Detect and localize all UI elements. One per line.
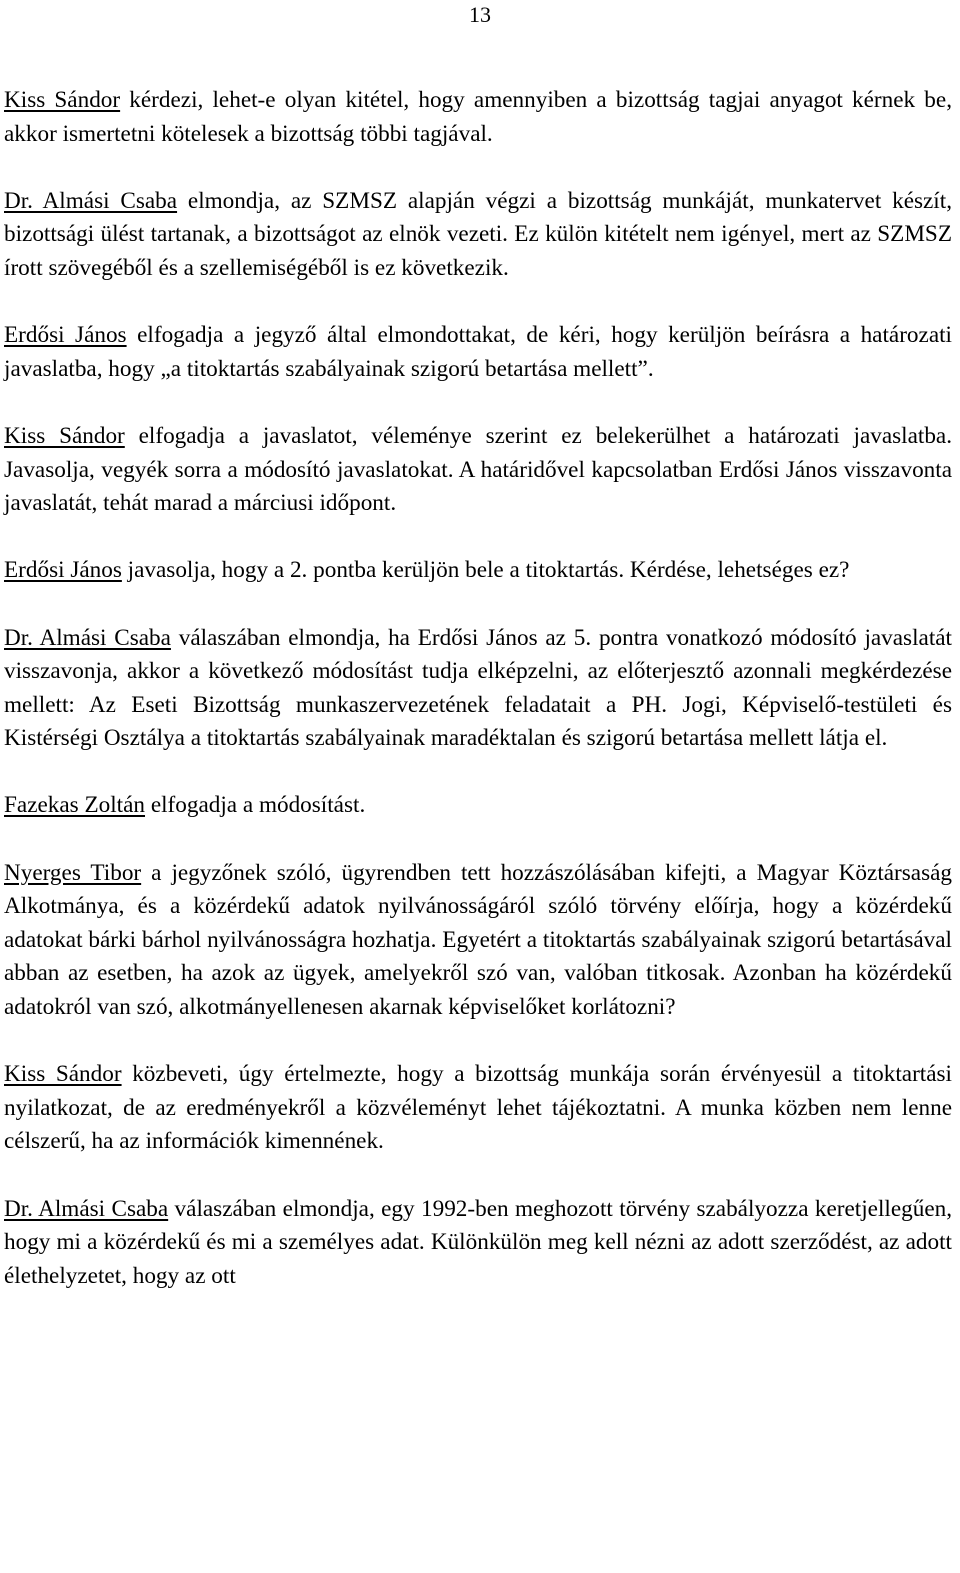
document-body <box>4 84 952 1327</box>
paragraph-text: válaszában elmondja, ha Erdősi János az 5. pontra vonatkozó módosító javaslatát visszavonja, akkor a következő módosítást tudja elképzelni, az előterjesztő azonnali megkérdezése mellett: Az Eseti Bizottság munkaszervezetének feladatait a PH. Jogi, Képviselő-testületi és Kistérségi Osztálya a titoktartás szabályainak maradéktalan és szigorú betartása mellett látja el. <box>4 624 952 752</box>
speaker-name: Dr. Almási Csaba <box>4 187 178 214</box>
paragraph-3 <box>4 319 952 386</box>
speaker-name: Erdősi János <box>4 322 127 349</box>
paragraph-text: válaszában elmondja, egy 1992-ben meghozott törvény szabályozza keretjellegűen, hogy mi a közérdekű és mi a személyes adat. Különkülön meg kell nézni az adott szerződést, az adott élethelyzetet, hogy az ott <box>4 1195 953 1289</box>
speaker-name: Nyerges Tibor <box>4 859 142 886</box>
paragraph-6 <box>4 622 952 756</box>
speaker-name: Dr. Almási Csaba <box>4 1195 169 1222</box>
page-number: 13 <box>469 2 491 27</box>
speaker-name: Kiss Sándor <box>4 87 121 113</box>
paragraph-text: javasolja, hogy a 2. pontba kerüljön bele a titoktartás. Kérdése, lehetséges ez? <box>121 557 850 584</box>
paragraph-7 <box>4 789 952 823</box>
paragraph-5 <box>4 554 952 588</box>
paragraph-text: a jegyzőnek szóló, ügyrendben tett hozzászólásában kifejti, a Magyar Köztársaság Alkotmánya, és a közérdekű adatok nyilvánosságáról szóló törvény előírja, hogy a közérdekű adatokat bárki bárhol nyilvánosságra hozhatja. Egyetért a titoktartás szabályainak szigorú betartásával abban az esetben, ha azok az ügyek, amelyekről szó van, valóban titkosak. Azonban ha közérdekű adatokról van szó, alkotmányellenesen akarnak képviselőket korlátozni? <box>4 859 952 1021</box>
paragraph-text: elfogadja a módosítást. <box>145 792 366 819</box>
paragraph-text: elfogadja a jegyző által elmondottakat, de kéri, hogy kerüljön beírásra a határozati javaslatba, hogy „a titoktartás szabályainak szigorú betartása mellett”. <box>4 322 952 382</box>
paragraph-9 <box>4 1058 952 1159</box>
speaker-name: Dr. Almási Csaba <box>4 624 171 651</box>
speaker-name: Fazekas Zoltán <box>4 792 146 819</box>
paragraph-1 <box>4 84 952 151</box>
speaker-name: Erdősi János <box>4 557 122 584</box>
paragraph-text: elmondja, az SZMSZ alapján végzi a bizottság munkáját, munkatervet készít, bizottsági ülést tartanak, a bizottságot az elnök vezeti. Ez külön kitételt nem igényel, mert az SZMSZ írott szövegéből és a szellemiségéből is ez következik. <box>4 187 952 281</box>
paragraph-text: kérdezi, lehet-e olyan kitétel, hogy amennyiben a bizottság tagjai anyagot kérnek be, akkor ismertetni kötelesek a bizottság többi tagjával. <box>4 87 952 147</box>
speaker-name: Kiss Sándor <box>4 422 125 449</box>
paragraph-10 <box>4 1193 952 1294</box>
paragraph-text: elfogadja a javaslatot, véleménye szerint ez belekerülhet a határozati javaslatba. Javasolja, vegyék sorra a módosító javaslatokat. A határidővel kapcsolatban Erdősi János visszavonta javaslatát, tehát marad a márciusi időpont. <box>4 422 952 517</box>
paragraph-8 <box>4 857 952 1025</box>
paragraph-2 <box>4 185 952 286</box>
paragraph-text: közbeveti, úgy értelmezte, hogy a bizottság munkája során érvényesül a titoktartási nyilatkozat, de az eredményekről a közvéleményt lehet tájékoztatni. A munka közben nem lenne célszerű, ha az információk kimennének. <box>4 1061 952 1155</box>
speaker-name: Kiss Sándor <box>4 1061 122 1088</box>
paragraph-4 <box>4 420 952 521</box>
